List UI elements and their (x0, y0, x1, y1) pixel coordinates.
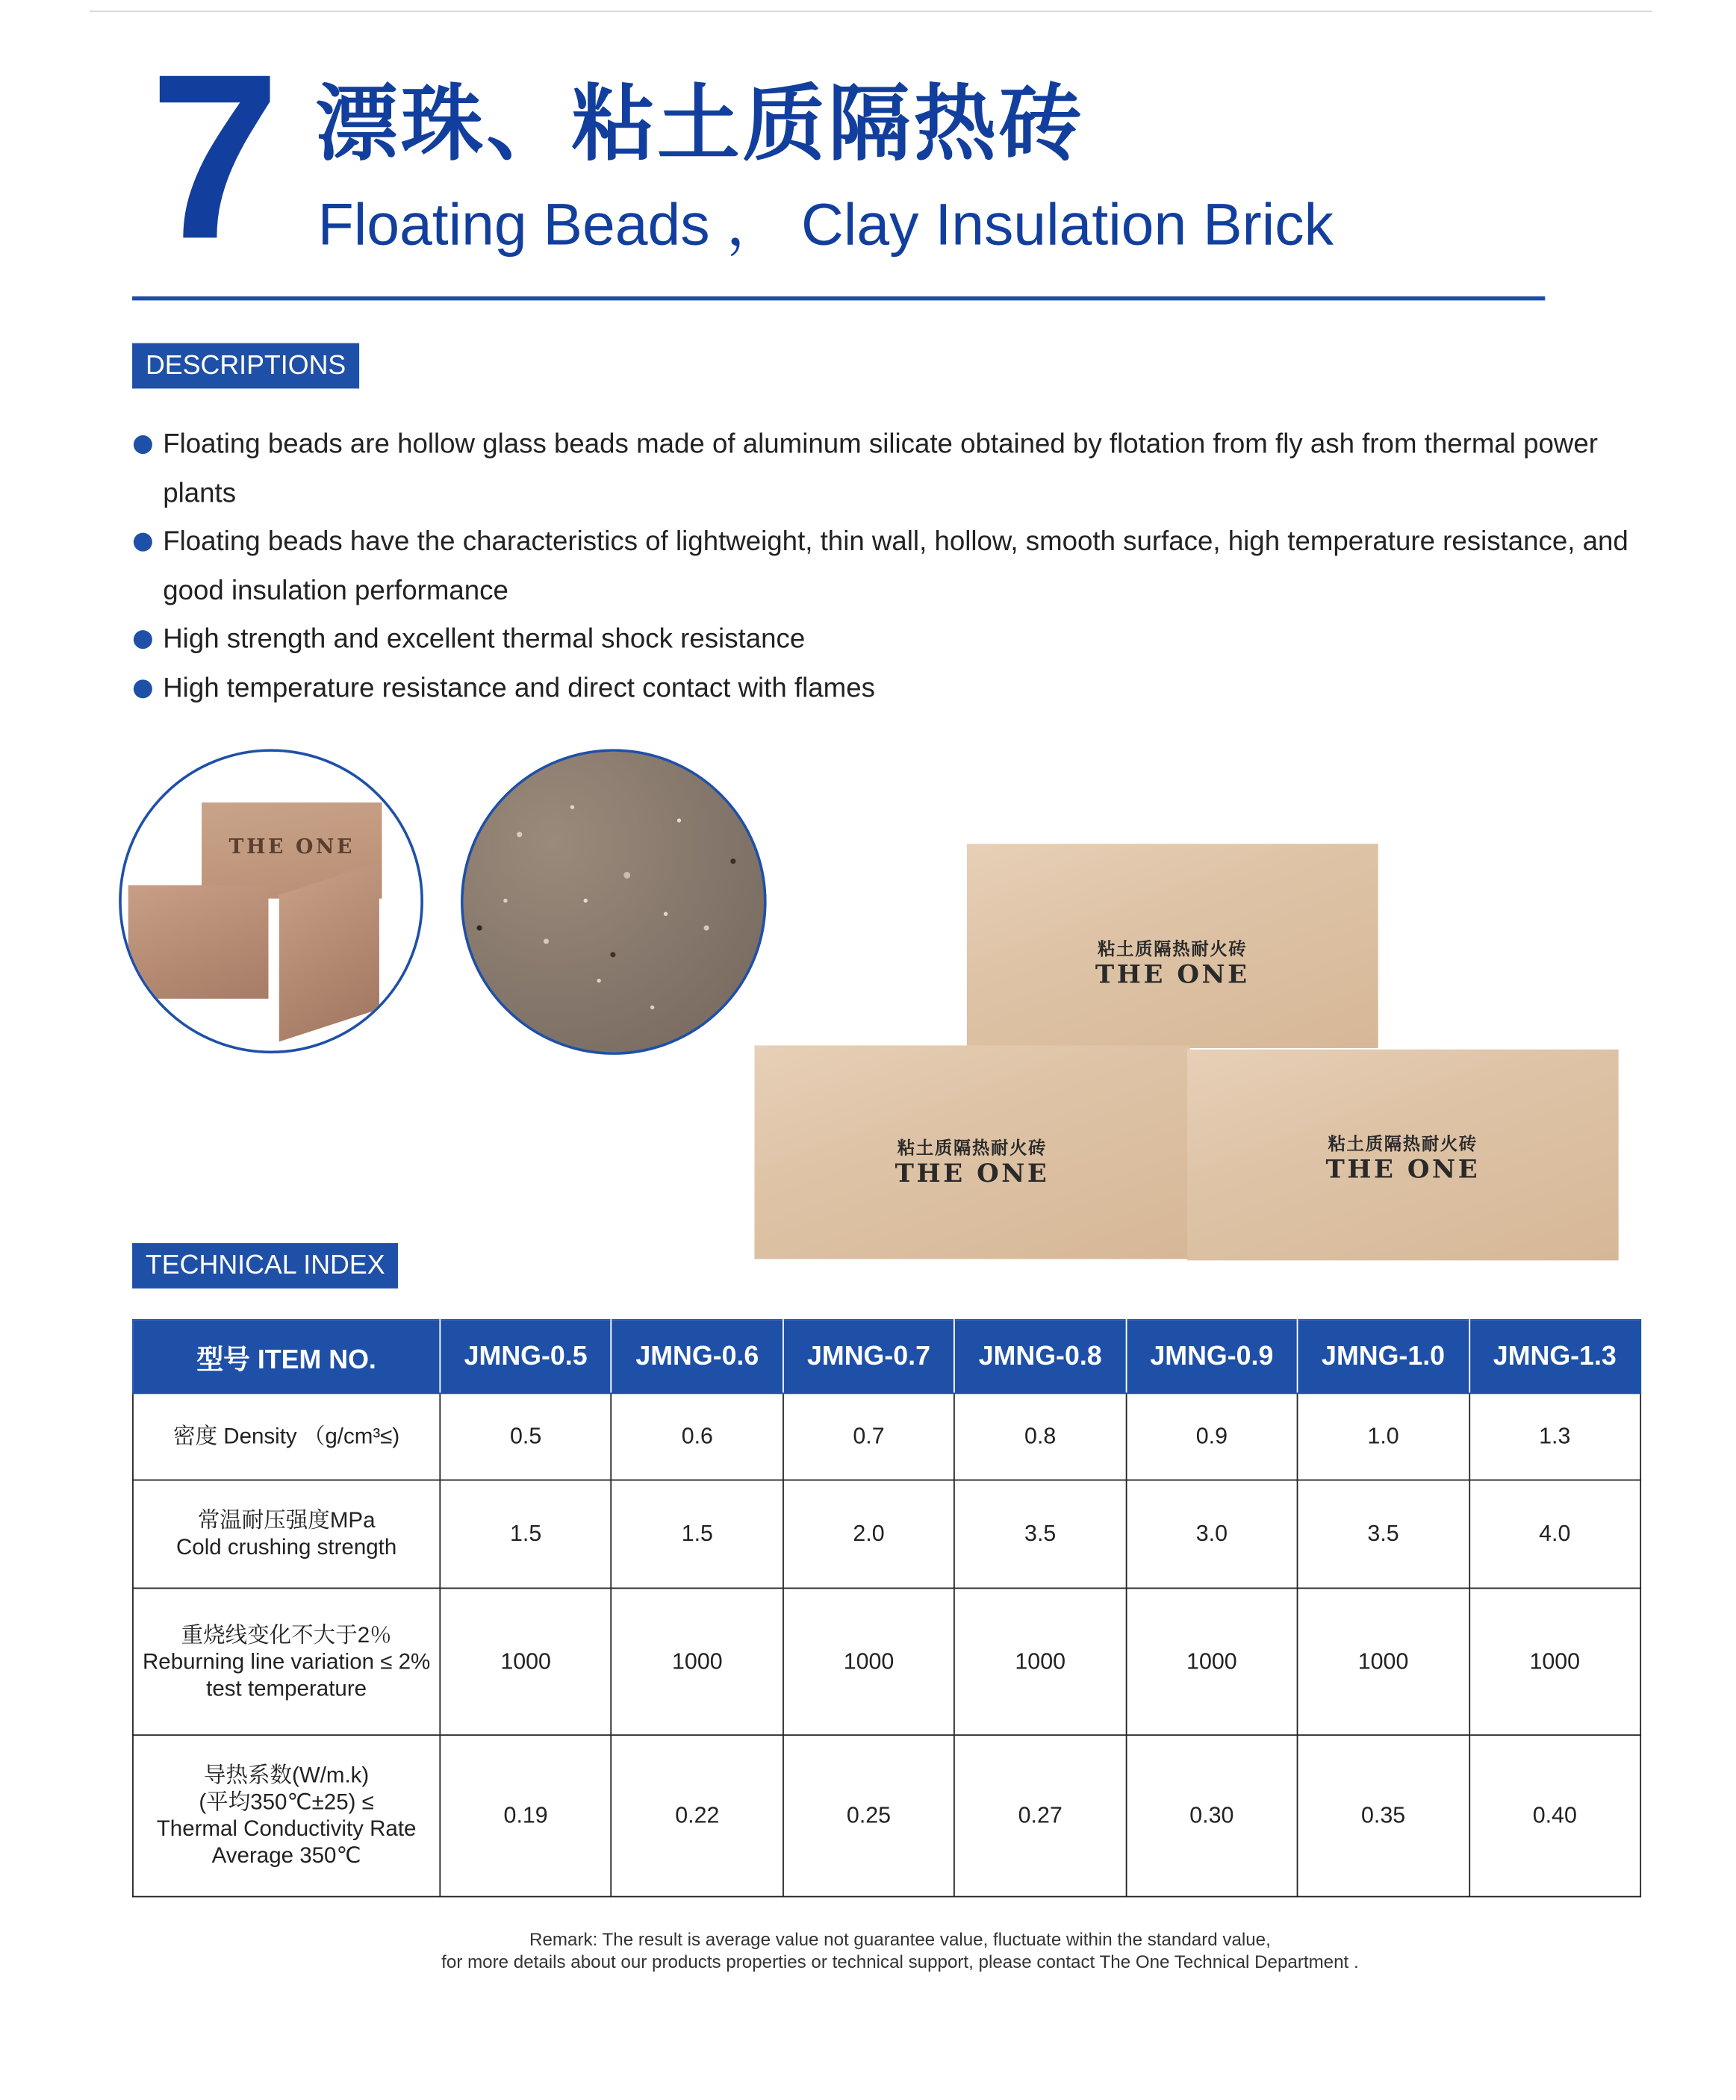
descriptions-label: DESCRIPTIONS (132, 343, 359, 389)
brick-stack-photo (119, 749, 423, 1053)
table-cell: 3.5 (1298, 1480, 1469, 1589)
table-row (133, 1588, 1640, 1735)
table-cell: 0.35 (1298, 1735, 1469, 1896)
page-title-cn: 漂珠、粘土质隔热砖 (315, 78, 1085, 171)
technical-index-label: TECHNICAL INDEX (132, 1243, 398, 1289)
brick-top: THE ONE (202, 803, 382, 899)
table-cell: 1000 (440, 1588, 612, 1735)
table-cell: 3.5 (954, 1480, 1126, 1589)
clay-brick-photo (750, 838, 1621, 1265)
table-cell: 0.9 (1126, 1393, 1298, 1480)
item-no-header: 型号 ITEM NO. (133, 1320, 440, 1393)
texture-closeup-photo (461, 749, 767, 1055)
brick-left (128, 885, 269, 999)
bullet-dot-icon (134, 533, 152, 552)
bullet-dot-icon (134, 679, 152, 697)
technical-index-table (132, 1319, 1641, 1897)
table-cell: 0.22 (612, 1735, 783, 1896)
description-item: High strength and excellent thermal shock resistance (132, 615, 1655, 664)
column-header: JMNG-0.5 (440, 1320, 612, 1393)
table-cell: 4.0 (1469, 1480, 1640, 1589)
table-row (133, 1735, 1640, 1896)
table-cell: 1000 (1298, 1588, 1469, 1735)
table-cell: 1000 (1469, 1588, 1640, 1735)
brick-right (279, 862, 379, 1041)
table-cell: 1.5 (612, 1480, 783, 1589)
remark-line: for more details about our products properties or technical support, please contact The One Technical Department . (441, 1951, 1359, 1972)
description-item: Floating beads have the characteristics of lightweight, thin wall, hollow, smooth surface, high temperature resistance, and good insulation performance (132, 518, 1655, 616)
brick-top (967, 844, 1378, 1048)
remark-note (132, 1928, 1668, 1974)
row-label: 导热系数(W/m.k) (平均350℃±25) ≤ Thermal Conductivity Rate Average 350℃ (133, 1735, 440, 1896)
column-header: JMNG-0.7 (783, 1320, 955, 1393)
row-label: 常温耐压强度MPa Cold crushing strength (133, 1480, 440, 1589)
column-header: JMNG-1.3 (1469, 1320, 1640, 1393)
bullet-dot-icon (134, 630, 152, 649)
column-header: JMNG-0.6 (612, 1320, 783, 1393)
table-cell: 0.6 (612, 1393, 783, 1480)
table-cell: 0.40 (1469, 1735, 1640, 1896)
table-cell: 0.7 (783, 1393, 955, 1480)
row-label: 重烧线变化不大于2％ Reburning line variation ≤ 2% test temperature (133, 1588, 440, 1735)
table-cell: 1000 (783, 1588, 955, 1735)
table-cell: 1.3 (1469, 1393, 1640, 1480)
table-cell: 1000 (954, 1588, 1126, 1735)
table-row (133, 1393, 1640, 1480)
table-cell: 1000 (612, 1588, 783, 1735)
table-cell: 1.0 (1298, 1393, 1469, 1480)
descriptions-list (132, 420, 1655, 713)
remark-line: Remark: The result is average value not guarantee value, fluctuate within the standard value, (529, 1929, 1271, 1950)
table-cell: 3.0 (1126, 1480, 1298, 1589)
brick-bottom-right: 粘土质隔热耐火砖 THE ONE (1187, 1050, 1619, 1261)
column-header: JMNG-0.9 (1126, 1320, 1298, 1393)
brick-label-cn: 粘土质隔热耐火砖 (1098, 938, 1248, 959)
bullet-dot-icon (134, 435, 152, 454)
table-row (133, 1480, 1640, 1589)
page-title-en: Floating Beads ， Clay Insulation Brick (317, 192, 1334, 258)
table-cell: 0.27 (954, 1735, 1126, 1896)
table-cell: 1000 (1126, 1588, 1298, 1735)
table-cell: 0.25 (783, 1735, 955, 1896)
brick-label-en: THE ONE (1095, 959, 1250, 990)
table-cell: 2.0 (783, 1480, 955, 1589)
table-cell: 0.5 (440, 1393, 612, 1480)
table-cell: 0.19 (440, 1735, 612, 1896)
brick-bottom-left: 粘土质隔热耐火砖 THE ONE (755, 1045, 1190, 1259)
table-header-row (133, 1320, 1640, 1393)
column-header: JMNG-1.0 (1298, 1320, 1469, 1393)
title-divider (132, 296, 1545, 300)
section-number: 7 (149, 26, 276, 289)
table-cell: 0.30 (1126, 1735, 1298, 1896)
description-item: High temperature resistance and direct contact with flames (132, 664, 1655, 713)
top-divider (90, 10, 1652, 12)
table-cell: 0.8 (954, 1393, 1126, 1480)
description-item: Floating beads are hollow glass beads made of aluminum silicate obtained by flotation from fly ash from thermal power plants (132, 420, 1655, 518)
table-cell: 1.5 (440, 1480, 612, 1589)
column-header: JMNG-0.8 (954, 1320, 1126, 1393)
row-label: 密度 Density （g/cm³≤) (133, 1393, 440, 1480)
